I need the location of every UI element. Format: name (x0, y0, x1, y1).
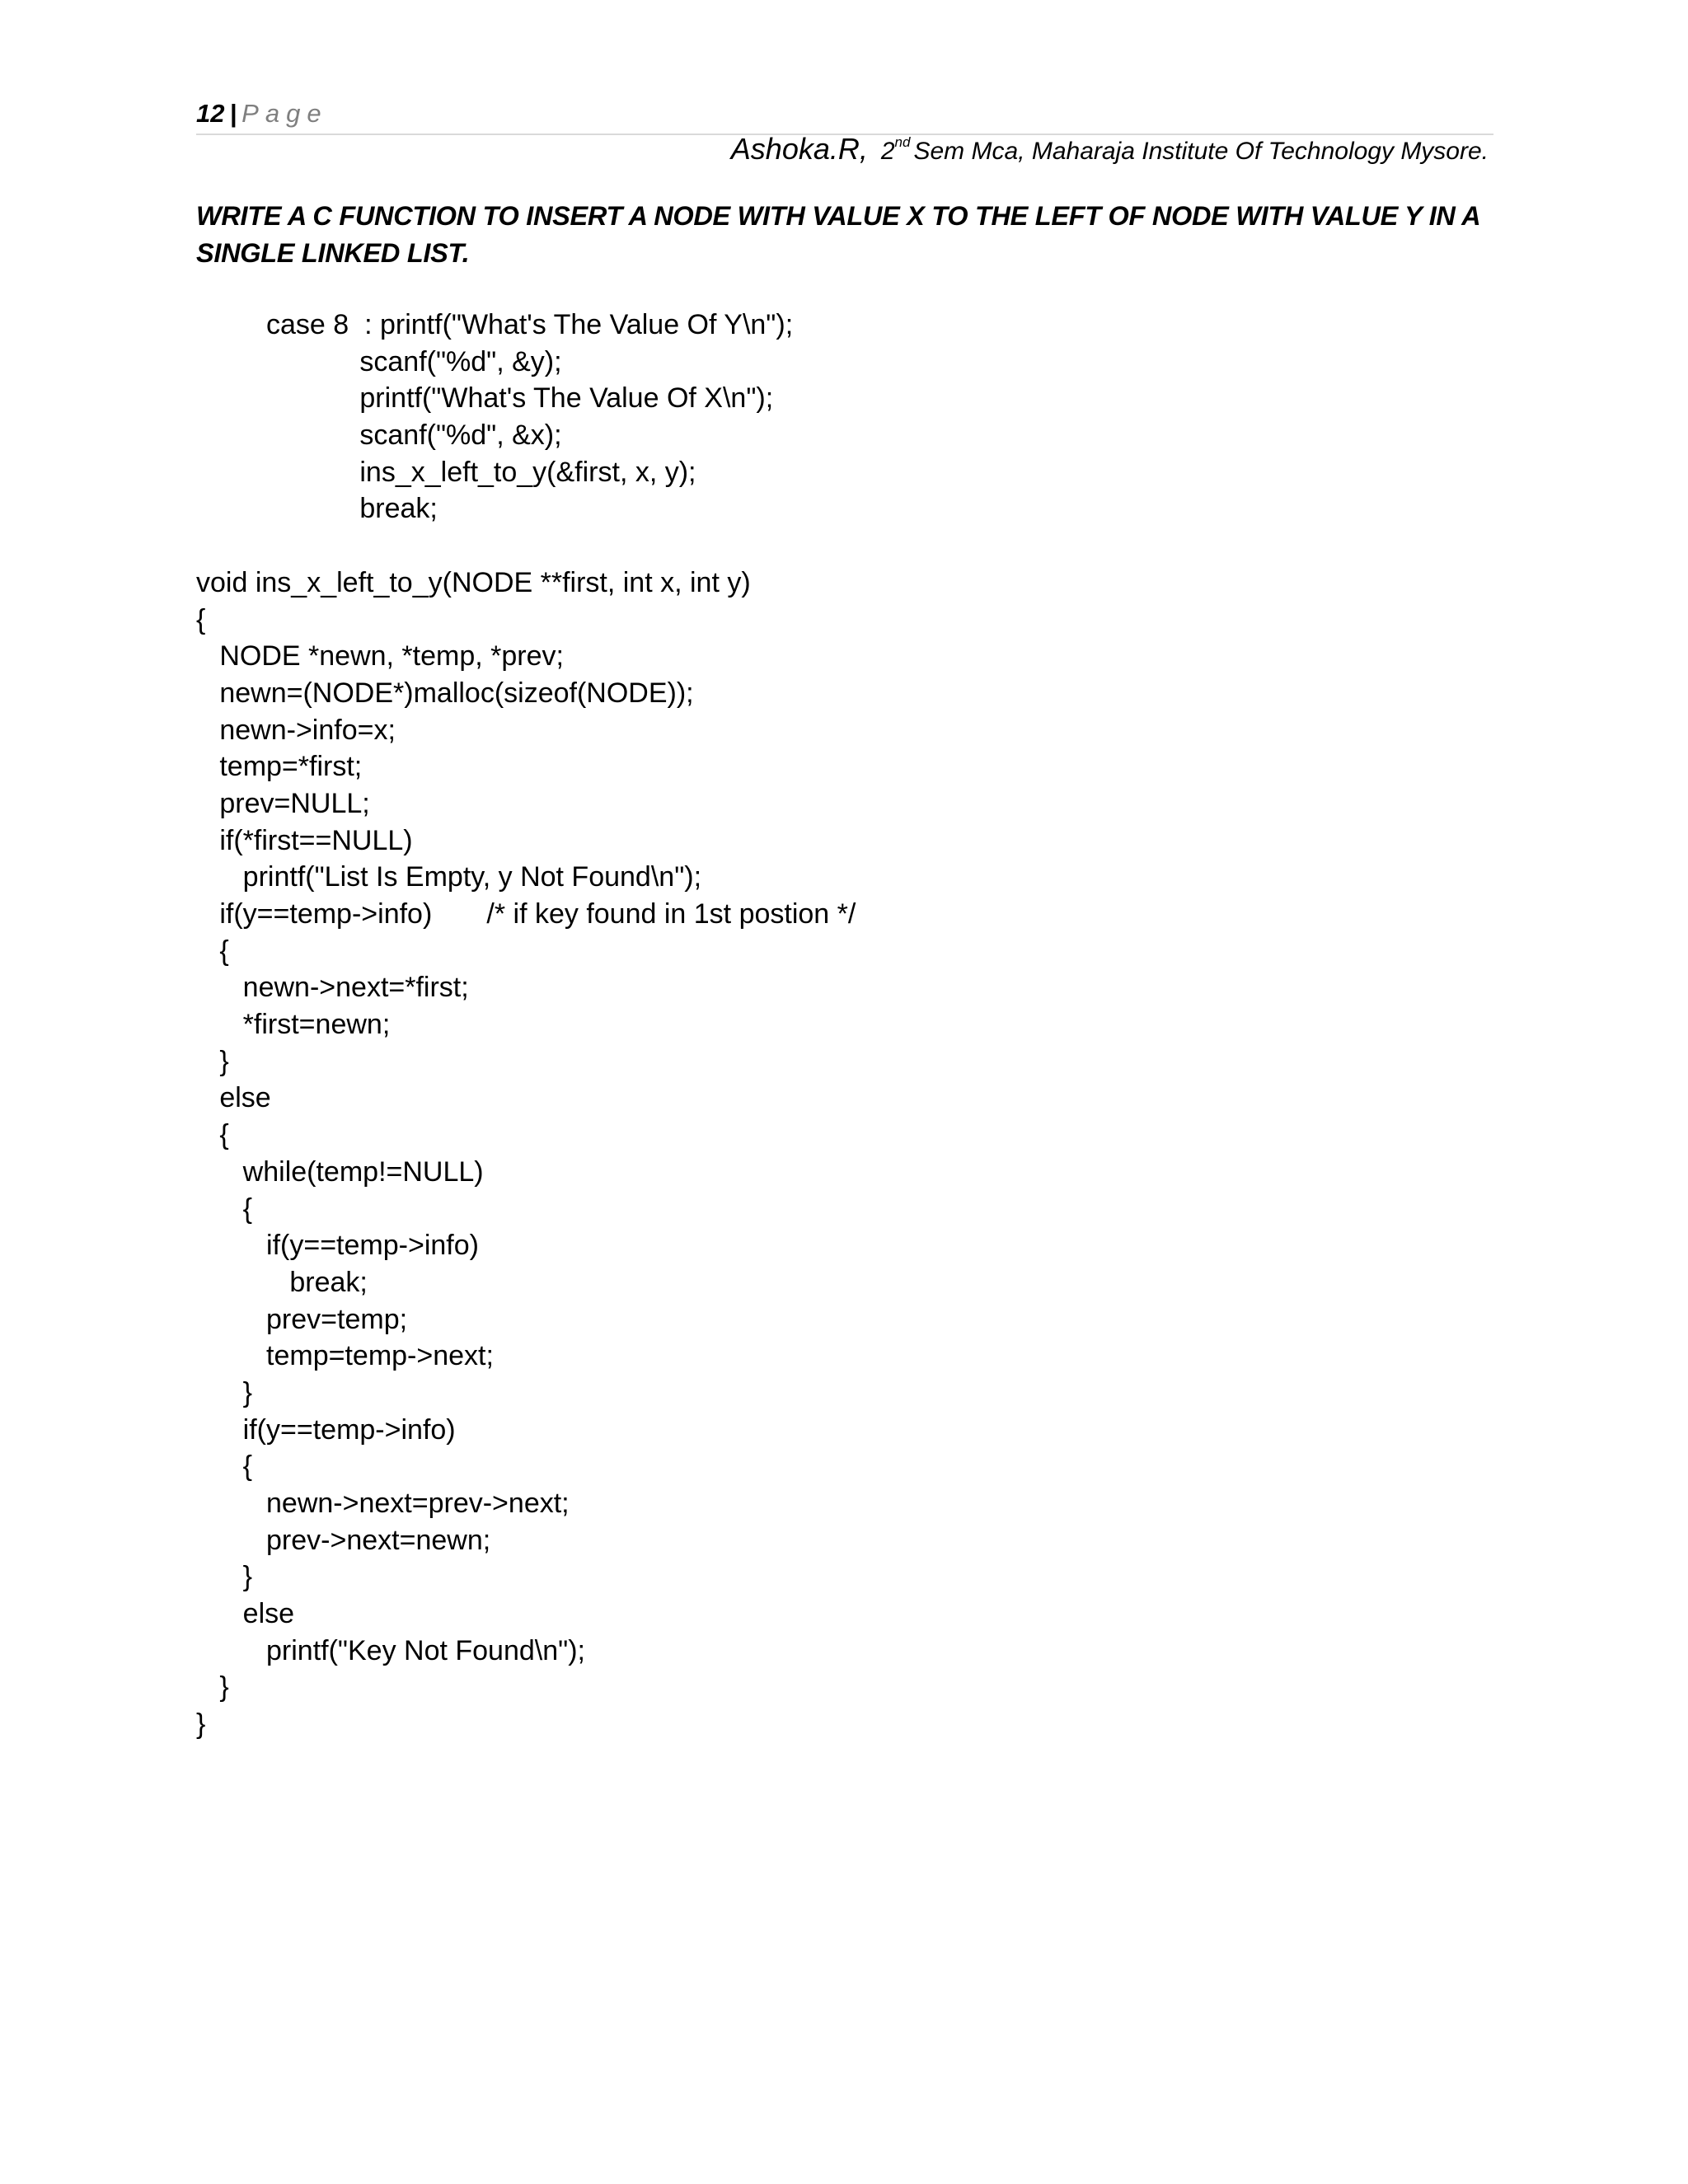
code-line: } (196, 1045, 229, 1077)
code-line: { (196, 1451, 253, 1483)
code-line: if(y==temp->info) (196, 1413, 456, 1446)
code-line: printf("Key Not Found\n"); (196, 1634, 585, 1666)
semester-suffix: nd (894, 134, 911, 150)
semester-number: 2 (880, 138, 895, 165)
code-line: newn=(NODE*)malloc(sizeof(NODE)); (196, 677, 694, 709)
code-line: scanf("%d", &x); (196, 419, 562, 452)
code-line: } (196, 1376, 253, 1408)
title-line-1: WRITE A C FUNCTION TO INSERT A NODE WITH VALUE X TO THE LEFT OF NODE WITH VALUE Y IN A (196, 201, 1481, 231)
code-line: else (196, 1082, 271, 1114)
code-line: if(y==temp->info) /* if key found in 1st postion */ (196, 898, 856, 930)
code-line: *first=newn; (196, 1009, 391, 1041)
code-line: break; (196, 1266, 368, 1298)
question-title (196, 198, 1498, 272)
code-line: temp=*first; (196, 751, 363, 783)
code-line: break; (196, 493, 438, 525)
code-line: newn->next=*first; (196, 972, 469, 1004)
code-line: prev->next=newn; (196, 1524, 491, 1556)
page-number (196, 99, 328, 129)
code-line: newn->info=x; (196, 714, 396, 746)
page-header (196, 97, 1493, 135)
code-block (196, 307, 1515, 1743)
page-separator: | (229, 99, 237, 128)
code-line: while(temp!=NULL) (196, 1155, 484, 1188)
code-line (196, 527, 1515, 565)
code-line: } (196, 1708, 206, 1741)
author-name: Ashoka.R, (730, 132, 868, 166)
code-line: temp=temp->next; (196, 1340, 494, 1372)
code-line: newn->next=prev->next; (196, 1488, 570, 1519)
code-line: scanf("%d", &y); (196, 345, 562, 377)
code-line: void ins_x_left_to_y(NODE **first, int x, int y) (196, 566, 751, 598)
code-line: if(*first==NULL) (196, 824, 413, 856)
code-line: NODE *newn, *temp, *prev; (196, 640, 564, 673)
code-line: case 8 : printf("What's The Value Of Y\n"); (196, 309, 794, 340)
code-line: if(y==temp->info) (196, 1230, 479, 1262)
code-line: } (196, 1671, 229, 1704)
code-line: prev=NULL; (196, 787, 370, 819)
page-number-value: 12 (196, 99, 225, 128)
author-line (731, 132, 1489, 166)
code-line: printf("What's The Value Of X\n"); (196, 382, 774, 415)
code-line: { (196, 1193, 253, 1225)
code-line: prev=temp; (196, 1303, 408, 1335)
code-line: ins_x_left_to_y(&first, x, y); (196, 456, 696, 488)
code-line: { (196, 1119, 229, 1151)
code-line: { (196, 935, 229, 967)
author-affiliation: Sem Mca, Maharaja Institute Of Technology Mysore. (913, 138, 1489, 165)
code-line: } (196, 1561, 253, 1593)
code-line: else (196, 1598, 295, 1630)
page-word: Page (241, 99, 328, 128)
code-line: printf("List Is Empty, y Not Found\n"); (196, 861, 702, 893)
code-line: { (196, 603, 206, 635)
title-line-2: SINGLE LINKED LIST. (196, 238, 470, 268)
